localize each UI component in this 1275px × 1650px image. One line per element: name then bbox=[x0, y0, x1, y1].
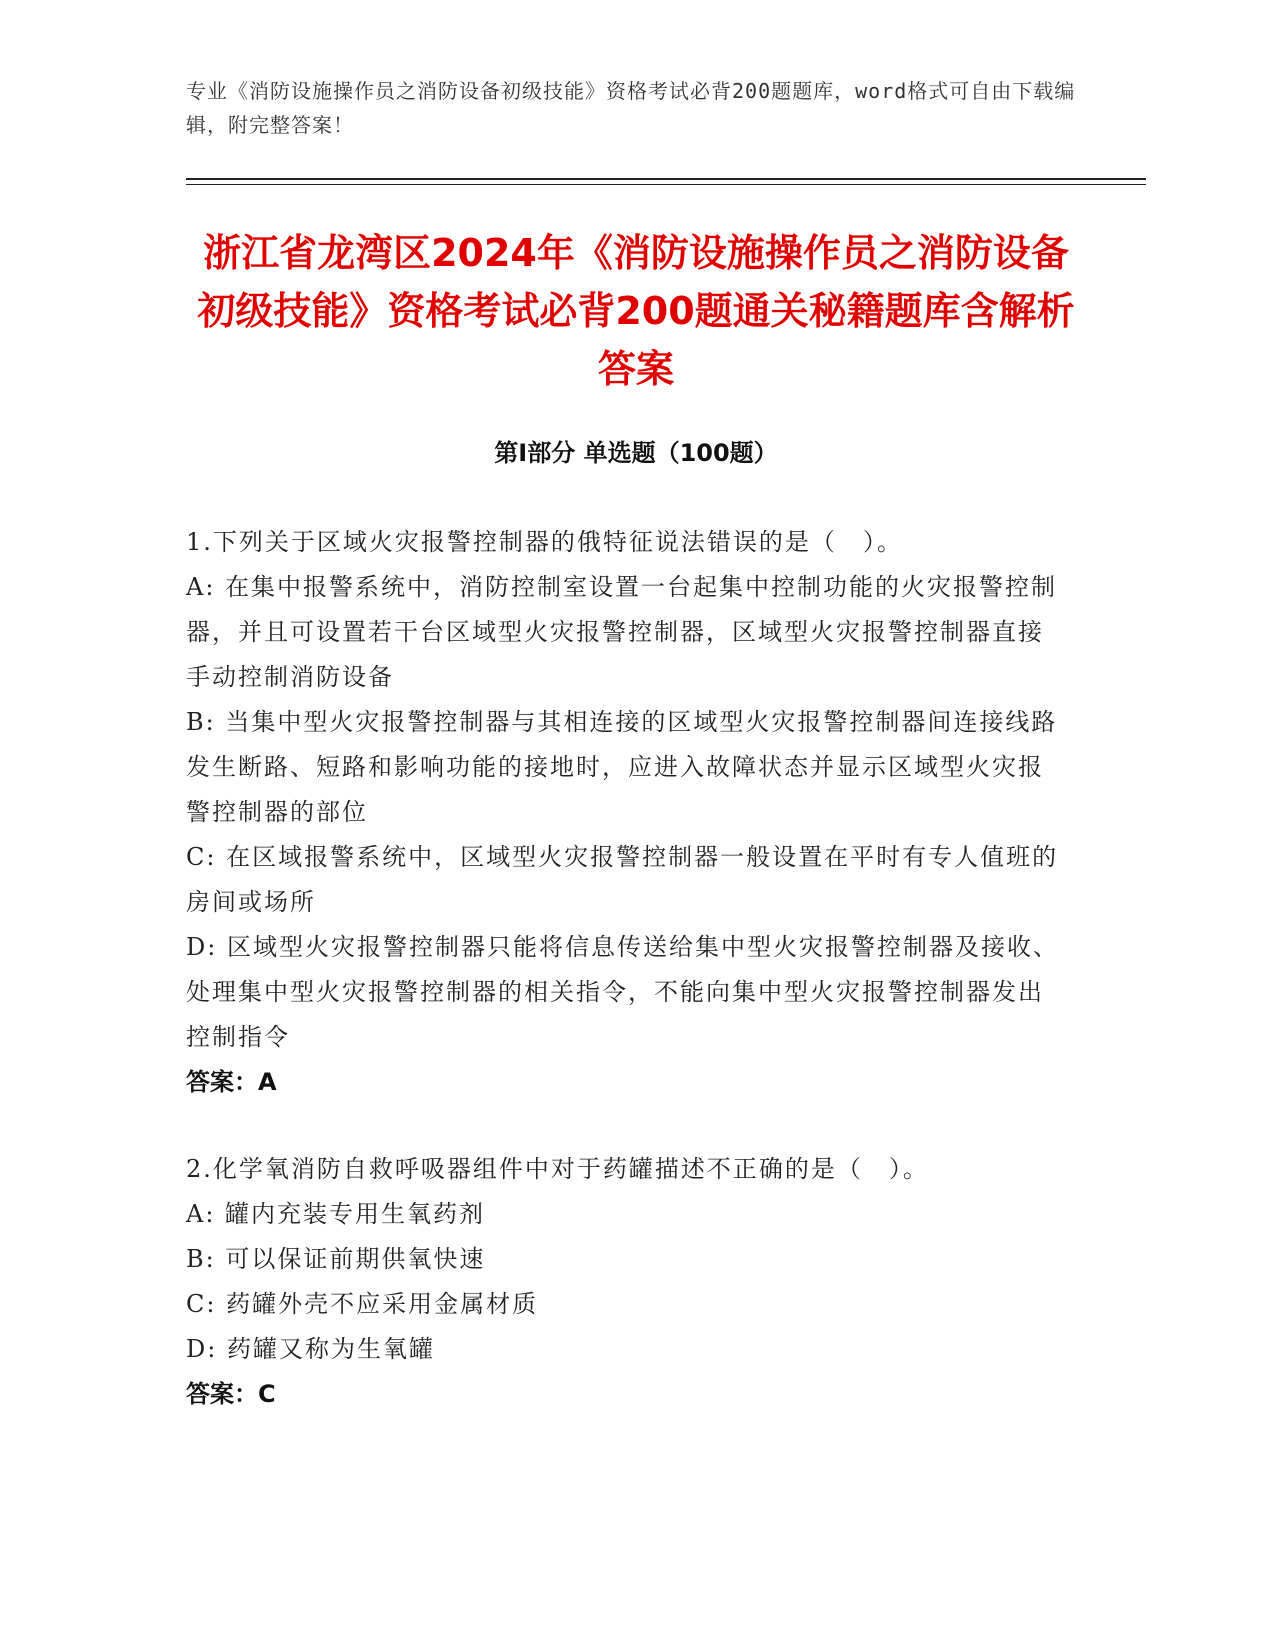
option-d: D: 区域型火灾报警控制器只能将信息传送给集中型火灾报警控制器及接收、处理集中型火灾报警控制器的相关指令，不能向集中型火灾报警控制器发出控制指令 bbox=[186, 933, 1059, 1051]
header-rule-thin bbox=[186, 184, 1146, 185]
question-stem: 1.下列关于区域火灾报警控制器的俄特征说法错误的是（ ）。 bbox=[186, 528, 903, 556]
question-1 bbox=[186, 520, 1066, 1105]
answer-label: 答案：A bbox=[186, 1068, 277, 1096]
option-b: B: 当集中型火灾报警控制器与其相连接的区域型火灾报警控制器间连接线路发生断路、短路和影响功能的接地时，应进入故障状态并显示区域型火灾报警控制器的部位 bbox=[186, 708, 1058, 826]
answer-label: 答案：C bbox=[186, 1380, 276, 1408]
option-c: C: 在区域报警系统中，区域型火灾报警控制器一般设置在平时有专人值班的房间或场所 bbox=[186, 843, 1059, 916]
option-a: A: 在集中报警系统中，消防控制室设置一台起集中控制功能的火灾报警控制器，并且可设置若干台区域型火灾报警控制器，区域型火灾报警控制器直接手动控制消防设备 bbox=[186, 573, 1058, 691]
question-2 bbox=[186, 1147, 1066, 1417]
question-stem: 2.化学氧消防自救呼吸器组件中对于药罐描述不正确的是（ ）。 bbox=[186, 1155, 929, 1183]
option-a: A: 罐内充装专用生氧药剂 bbox=[186, 1200, 486, 1228]
question-list bbox=[186, 520, 1066, 1459]
document-title: 浙江省龙湾区2024年《消防设施操作员之消防设备初级技能》资格考试必背200题通关秘籍题库含解析答案 bbox=[197, 231, 1075, 391]
option-b: B: 可以保证前期供氧快速 bbox=[186, 1245, 486, 1273]
option-d: D: 药罐又称为生氧罐 bbox=[186, 1335, 435, 1363]
header-rule-thick bbox=[186, 178, 1146, 180]
header-note: 专业《消防设施操作员之消防设备初级技能》资格考试必背200题题库，word格式可自由下载编辑，附完整答案！ bbox=[186, 79, 1076, 137]
section-title: 第I部分 单选题（100题） bbox=[494, 439, 778, 467]
option-c: C: 药罐外壳不应采用金属材质 bbox=[186, 1290, 539, 1318]
